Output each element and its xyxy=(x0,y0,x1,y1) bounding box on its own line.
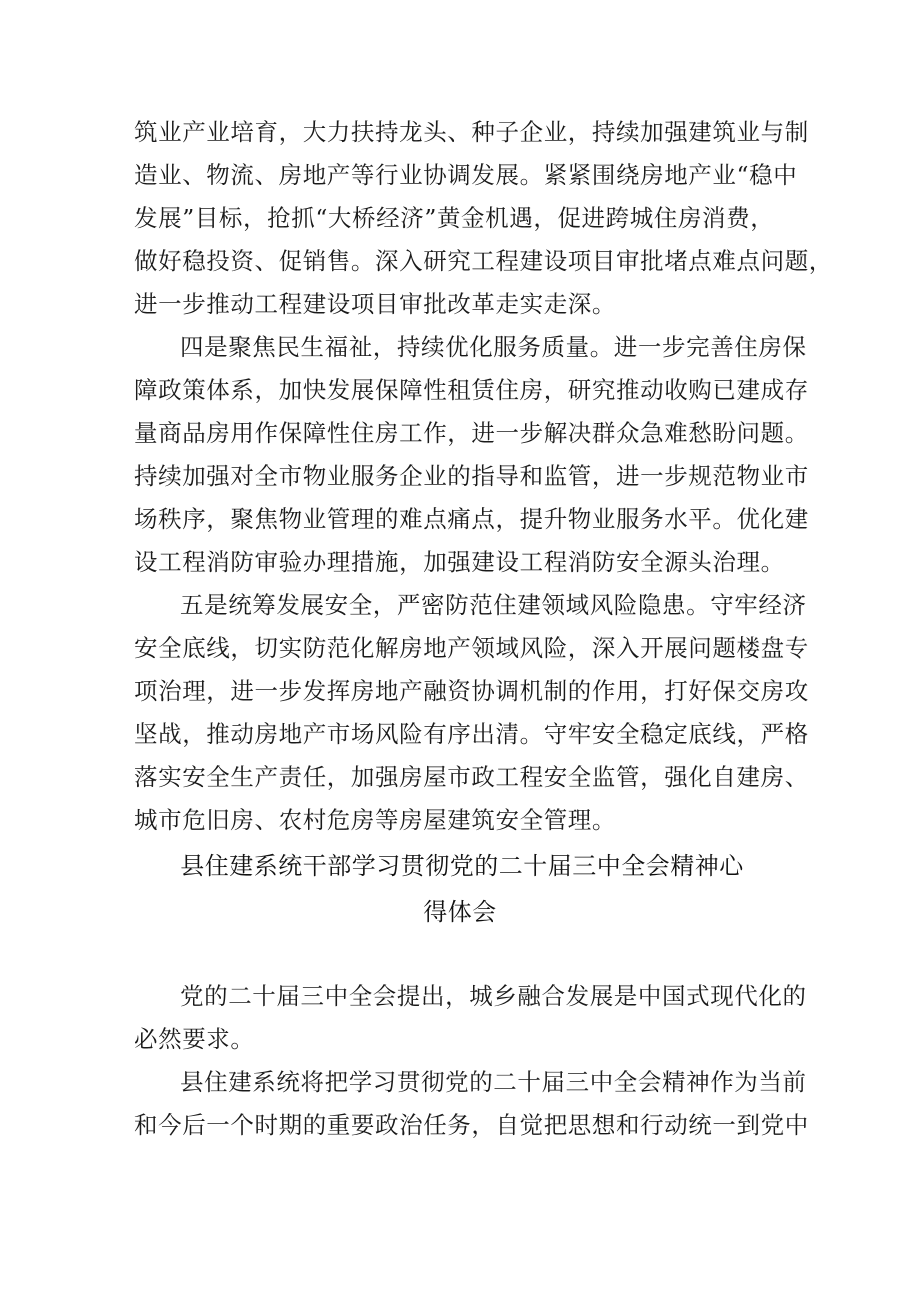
body-line: 必然要求。 xyxy=(134,1025,255,1053)
paragraph-start-line: 四是聚焦民生福祉，持续优化服务质量。进一步完善住房保 xyxy=(180,333,807,361)
body-line: 筑业产业培育，大力扶持龙头、种子企业，持续加强建筑业与制 xyxy=(134,118,809,146)
body-line: 造业、物流、房地产等行业协调发展。紧紧围绕房地产业“稳中 xyxy=(134,161,798,189)
section-title-line-2: 得体会 xyxy=(423,898,497,926)
body-line: 坚战，推动房地产市场风险有序出清。守牢安全稳定底线，严格 xyxy=(134,720,809,748)
paragraph-start-line: 县住建系统将把学习贯彻党的二十届三中全会精神作为当前 xyxy=(180,1068,807,1096)
body-line: 做好稳投资、促销售。深入研究工程建设项目审批堵点难点问题， xyxy=(134,247,833,275)
body-line: 量商品房用作保障性住房工作，进一步解决群众急难愁盼问题。 xyxy=(134,419,809,447)
body-line: 和今后一个时期的重要政治任务，自觉把思想和行动统一到党中 xyxy=(134,1111,809,1139)
body-line: 项治理，进一步发挥房地产融资协调机制的作用，打好保交房攻 xyxy=(134,677,809,705)
body-line: 进一步推动工程建设项目审批改革走实走深。 xyxy=(134,290,616,318)
body-line: 持续加强对全市物业服务企业的指导和监管，进一步规范物业市 xyxy=(134,462,809,490)
body-line: 安全底线，切实防范化解房地产领域风险，深入开展问题楼盘专 xyxy=(134,634,809,662)
paragraph-start-line: 党的二十届三中全会提出，城乡融合发展是中国式现代化的 xyxy=(180,982,807,1010)
body-line: 场秩序，聚焦物业管理的难点痛点，提升物业服务水平。优化建 xyxy=(134,505,809,533)
body-line: 城市危旧房、农村危房等房屋建筑安全管理。 xyxy=(134,806,616,834)
body-line: 设工程消防审验办理措施，加强建设工程消防安全源头治理。 xyxy=(134,548,785,576)
paragraph-start-line: 五是统筹发展安全，严密防范住建领域风险隐患。守牢经济 xyxy=(180,591,807,619)
section-title-line-1: 县住建系统干部学习贯彻党的二十届三中全会精神心 xyxy=(180,852,744,880)
body-line: 障政策体系，加快发展保障性租赁住房，研究推动收购已建成存 xyxy=(134,376,809,404)
body-line: 发展”目标，抢抓“大桥经济”黄金机遇，促进跨城住房消费， xyxy=(134,204,775,232)
body-line: 落实安全生产责任，加强房屋市政工程安全监管，强化自建房、 xyxy=(134,763,809,791)
